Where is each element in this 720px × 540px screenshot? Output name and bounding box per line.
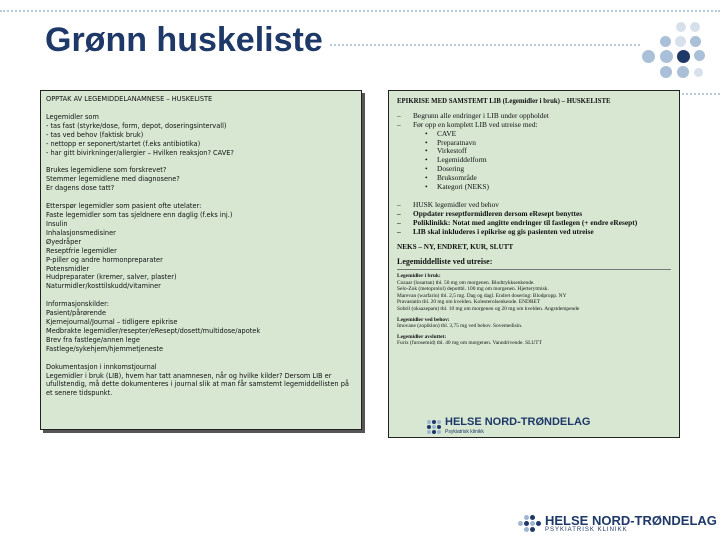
checklist-subitem: • Bruksområde: [425, 172, 477, 182]
checklist-subitem: • Kategori (NEKS): [425, 181, 489, 191]
bullet-text: HUSK legemidler ved behov: [413, 200, 499, 210]
checklist-line: Medbrakte legemidler/resepter/eResept/dosett/multidose/apotek: [46, 326, 261, 335]
subitem-text: Virkestoff: [437, 146, 467, 156]
dot-icon: [694, 68, 703, 77]
checklist-line: Inhalasjonsmedisiner: [46, 228, 116, 237]
example-line: Selo-Zok (metoprolol) depottbl. 100 mg om morgenen. Hjerterytmisk.: [397, 286, 549, 293]
subitem-text: Legemiddelform: [437, 155, 487, 165]
dot-icon: [660, 50, 673, 63]
checklist-line: Brev fra fastlege/annen lege: [46, 335, 140, 344]
discharge-checklist-panel: [388, 90, 680, 438]
checklist-subitem: • Virkestoff: [425, 146, 467, 156]
checklist-line: - har gitt bivirkninger/allergier – Hvilken reaksjon? CAVE?: [46, 148, 234, 157]
example-title: Legemidler i bruk:: [397, 272, 441, 279]
checklist-line: Øyedråper: [46, 237, 82, 246]
checklist-line: Informasjonskilder:: [46, 300, 109, 309]
dot-icon: [690, 36, 701, 47]
top-dotted-line: [0, 10, 720, 12]
bullet-text: Før opp en komplett LIB ved utreise med:: [413, 120, 538, 129]
divider: [397, 269, 671, 270]
dot-icon: [694, 50, 705, 61]
bullet-text: Poliklinikk: Notat med angitte endringer til fastlegen (+ endre eResept): [413, 217, 638, 227]
checklist-section-usage: [46, 166, 356, 193]
checklist-line: Fastlege/sykehjem/hjemmetjeneste: [46, 344, 164, 353]
checklist-subitem: • Preparatnavn: [425, 137, 476, 147]
checklist-line: Brukes legemidlene som forskrevet?: [46, 166, 167, 175]
example-line: Sobril (oksazepam) tbl. 10 mg om morgenen og 20 mg om kvelden. Angstdempende: [397, 305, 580, 312]
checklist-line: Reseptfrie legemidler: [46, 246, 117, 255]
logo-mark-icon: [518, 515, 541, 532]
example-line: Imovane (zopiklon) tbl. 3,75 mg ved behov. Sovemedisin.: [397, 323, 523, 330]
checklist-bullet: – Oppdater reseptformidleren dersom eResept benyttes: [397, 209, 583, 219]
checklist-bullet: – Begrunn alle endringer i LIB under oppholdet: [397, 111, 549, 121]
logo-text: HELSE NORD-TRØNDELAG: [445, 416, 591, 428]
checklist-subitem: • CAVE: [425, 128, 457, 138]
checklist-line: Potensmidler: [46, 264, 90, 273]
title-dotted-line: [330, 44, 640, 46]
subitem-text: CAVE: [437, 128, 457, 138]
panel-logo: [427, 417, 590, 437]
checklist-bullet: – Poliklinikk: Notat med angitte endringer til fastlegen (+ endre eResept): [397, 217, 638, 227]
checklist-line: Hudpreparater (kremer, salver, plaster): [46, 273, 177, 282]
dot-icon: [677, 50, 690, 63]
checklist-line: Kjernejournal/Journal – tidligere epikrise: [46, 318, 178, 327]
discharge-list-subheading: Legemiddelliste ved utreise:: [397, 256, 493, 266]
checklist-section-often-omitted: [46, 202, 356, 291]
example-line: Cozaar (losartan) tbl. 50 mg om morgenen. Blodtrykksenkende.: [397, 279, 535, 286]
bullet-text: LIB skal inkluderes i epikrise og gis pasienten ved utreise: [413, 226, 594, 236]
checklist-line: Insulin: [46, 219, 68, 228]
checklist-line: P-piller og andre hormonpreparater: [46, 255, 163, 264]
checklist-line: Etterspør legemidler som pasient ofte utelater:: [46, 202, 202, 211]
checklist-line: Dokumentasjon i innkomstjournal: [46, 362, 157, 371]
discharge-checklist-heading: EPIKRISE MED SAMSTEMT LIB (Legemidler i bruk) – HUSKELISTE: [397, 98, 611, 105]
checklist-bullet: – LIB skal inkluderes i epikrise og gis pasienten ved utreise: [397, 226, 594, 236]
dot-icon: [676, 22, 686, 32]
checklist-paragraph: Legemidler i bruk (LIB), hvem har tatt anamnesen, når og hvilke kilder? Dersom LIB er ufullstendig, må dette dokumenteres i journal slik at man får samstemt legemiddellisten på et senere tidspunkt.: [46, 371, 349, 398]
example-line: Furix (furosemid) tbl. 40 mg om morgenen. Vanndrivende. SLUTT: [397, 340, 542, 347]
checklist-bullet: – Før opp en komplett LIB ved utreise med:: [397, 120, 538, 129]
logo-subtext: Psykiatrisk klinikk: [445, 429, 484, 435]
logo-text: HELSE NORD-TRØNDELAG: [545, 513, 717, 528]
checklist-line: Pasient/pårørende: [46, 309, 107, 318]
dot-icon: [660, 36, 671, 47]
checklist-section-documentation: [46, 363, 356, 399]
neks-line: NEKS – NY, ENDRET, KUR, SLUTT: [397, 242, 514, 251]
dot-icon: [675, 36, 686, 47]
checklist-section-medications: [46, 113, 356, 158]
example-title: Legemidler ved behov:: [397, 316, 450, 323]
checklist-line: - nettopp er seponert/startet (f.eks antibiotika): [46, 139, 201, 148]
checklist-subitem: • Dosering: [425, 163, 465, 173]
dot-icon: [677, 66, 689, 78]
bullet-text: Oppdater reseptformidleren dersom eResept benyttes: [413, 209, 583, 219]
example-title: Legemidler avsluttet:: [397, 333, 447, 340]
checklist-line: Naturmidler/kosttilskudd/vitaminer: [46, 282, 161, 291]
example-line: Marevan (warfarin) tbl. 2,5 mg. Dag og dagl. Endret dosering: Blodpropp. NY: [397, 292, 567, 299]
checklist-line: Faste legemidler som tas sjeldnere enn daglig (f.eks inj.): [46, 211, 233, 220]
logo-subtext: PSYKIATRISK KLINIKK: [545, 527, 628, 533]
checklist-line: Legemidler som: [46, 112, 99, 121]
dot-icon: [660, 66, 672, 78]
checklist-bullet: – HUSK legemidler ved behov: [397, 200, 499, 210]
subitem-text: Bruksområde: [437, 172, 477, 182]
checklist-subitem: • Legemiddelform: [425, 155, 487, 165]
checklist-line: Stemmer legemidlene med diagnosene?: [46, 175, 180, 184]
checklist-line: - tas fast (styrke/dose, form, depot, doseringsintervall): [46, 121, 227, 130]
anamnesis-checklist-heading: OPPTAK AV LEGEMIDDELANAMNESE – HUSKELISTE: [46, 95, 213, 103]
example-line: Pravastatin tbl. 20 mg om kvelden. Kolesterolsenkende. ENDRET: [397, 299, 541, 306]
checklist-line: Er dagens dose tatt?: [46, 184, 115, 193]
subitem-text: Dosering: [437, 163, 465, 173]
footer-logo: [518, 514, 717, 533]
slide-title: Grønn huskeliste: [45, 21, 323, 59]
dot-icon: [690, 22, 700, 32]
subitem-text: Preparatnavn: [437, 137, 476, 147]
checklist-section-sources: [46, 300, 356, 353]
logo-mark-icon: [427, 420, 441, 434]
subitem-text: Kategori (NEKS): [437, 181, 489, 191]
anamnesis-checklist-panel: [40, 90, 362, 430]
dot-icon: [642, 50, 655, 63]
checklist-line: - tas ved behov (faktisk bruk): [46, 130, 144, 139]
bullet-text: Begrunn alle endringer i LIB under oppholdet: [413, 111, 549, 121]
